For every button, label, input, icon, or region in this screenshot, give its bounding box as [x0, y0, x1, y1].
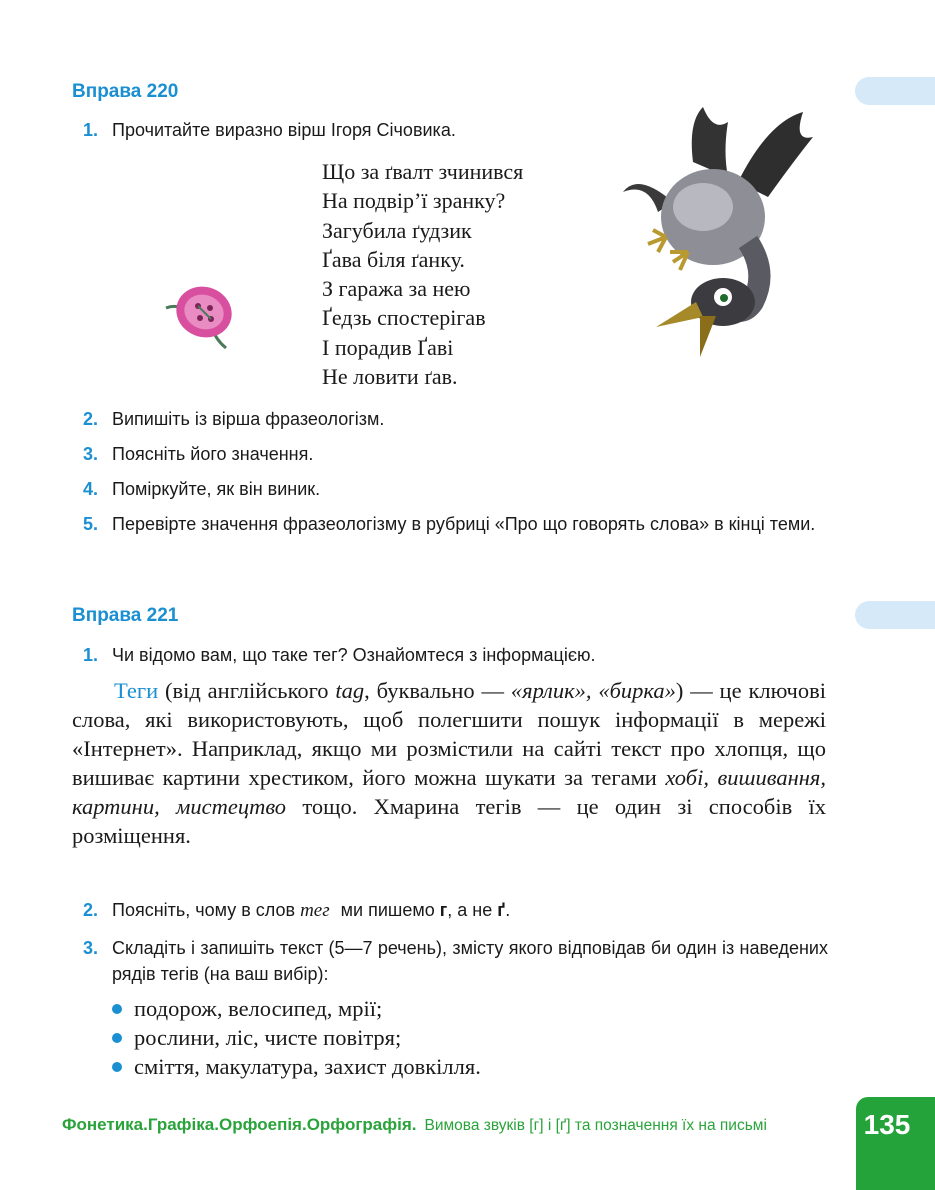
ex220-item-5 [83, 511, 828, 537]
button-illustration [160, 278, 240, 356]
bullet-dot [112, 1004, 122, 1014]
word-teg: тег [300, 900, 330, 921]
poem-line: Що за ґвалт зчинився [322, 159, 524, 184]
running-footer [62, 1115, 767, 1135]
item-number: 2. [83, 409, 99, 429]
footer-topic: Вимова звуків [г] і [ґ] та позначення їх на письмі [424, 1117, 767, 1134]
ex220-item-2 [83, 406, 828, 432]
exercise-221-title: Вправа 221 [72, 605, 179, 626]
list-item [112, 1052, 481, 1081]
tags-info-paragraph [72, 676, 826, 850]
info-text: ) — це ключові слова, які використовують, щоб полегшити пошук інформації в мережі «Інтернет». Наприклад, якщо ми розмістили на сайті текст про хлопця, що вишиває картини хрестиком, його можна шукати за тегами [72, 678, 826, 790]
list-item-text: сміття, макулатура, захист довкілля. [134, 1054, 481, 1079]
section-tab-top [855, 77, 935, 105]
letter-g-hard: ґ [497, 900, 506, 920]
info-text: (від англійського [158, 678, 336, 703]
text-part: Поясніть, чому в слов [112, 900, 301, 920]
info-text: , буквально — [364, 678, 511, 703]
poem-line: Ґава біля ґанку. [322, 246, 465, 272]
item-number: 3. [83, 444, 99, 464]
ex220-item-3 [83, 441, 828, 467]
list-item [112, 994, 481, 1023]
poem-line: І порадив Ґаві [322, 334, 454, 360]
item-number: 1. [83, 645, 99, 665]
item-text [112, 897, 828, 924]
item-number: 5. [83, 514, 99, 534]
item-number: 4. [83, 479, 99, 499]
list-item-text: рослини, ліс, чисте повітря; [134, 1025, 402, 1050]
text-part: , а не [447, 900, 498, 920]
info-tag-word: tag [335, 678, 365, 703]
page-number: 135 [863, 1109, 911, 1140]
exercise-220-title: Вправа 220 [72, 81, 179, 102]
section-tab-middle [855, 601, 935, 629]
item-text: Поміркуйте, як він виник. [112, 479, 321, 499]
poem-line: Ґедзь спостерігав [322, 305, 486, 331]
list-item [112, 1023, 481, 1052]
info-quote: «ярлик», «бирка» [510, 678, 676, 703]
poem-line: Загубила ґудзик [322, 217, 472, 243]
item-text: Складіть і запишіть текст (5—7 речень), змісту якого відповідав би один із наведених рядів тегів (на ваш вибір): [112, 938, 828, 984]
poem-line: На подвір’ї зранку? [322, 188, 506, 214]
info-text: тощо. Хмарина тегів — це один зі способів їх розміщення. [72, 794, 826, 848]
poem-line: Не ловити ґав. [322, 364, 458, 390]
bullet-dot [112, 1033, 122, 1043]
footer-section: Фонетика.Графіка.Орфоепія.Орфографія. [62, 1115, 417, 1134]
ex221-item-3 [83, 935, 828, 987]
ex220-item-1 [83, 117, 643, 143]
item-number: 1. [83, 120, 99, 140]
ex221-item-1 [83, 642, 828, 668]
term-tags: Теги [114, 678, 159, 703]
item-text: Чи відомо вам, що таке тег? Ознайомтеся з інформацією. [112, 645, 596, 665]
crow-illustration [618, 102, 832, 364]
item-number: 3. [83, 938, 99, 958]
text-part: ми пишемо [335, 900, 440, 920]
tag-rows-list [112, 994, 481, 1081]
list-item-text: подорож, велосипед, мрії; [134, 996, 383, 1021]
poem [322, 157, 523, 391]
letter-g: г [439, 900, 448, 920]
item-text: Поясніть його значення. [112, 444, 314, 464]
item-text: Випишіть із вірша фразеологізм. [112, 409, 385, 429]
item-text: Перевірте значення фразеологізму в рубриці «Про що говорять слова» в кінці теми. [112, 514, 816, 534]
page-number-box [856, 1097, 935, 1190]
item-number: 2. [83, 900, 99, 920]
text-part: . [505, 900, 511, 920]
info-example-tags: хобі, вишивання, картини, мистецтво [72, 765, 826, 819]
ex221-item-2 [83, 897, 828, 924]
poem-line: З гаража за нею [322, 276, 471, 302]
item-text: Прочитайте виразно вірш Ігоря Січовика. [112, 120, 456, 140]
bullet-dot [112, 1062, 122, 1072]
ex220-item-4 [83, 476, 828, 502]
